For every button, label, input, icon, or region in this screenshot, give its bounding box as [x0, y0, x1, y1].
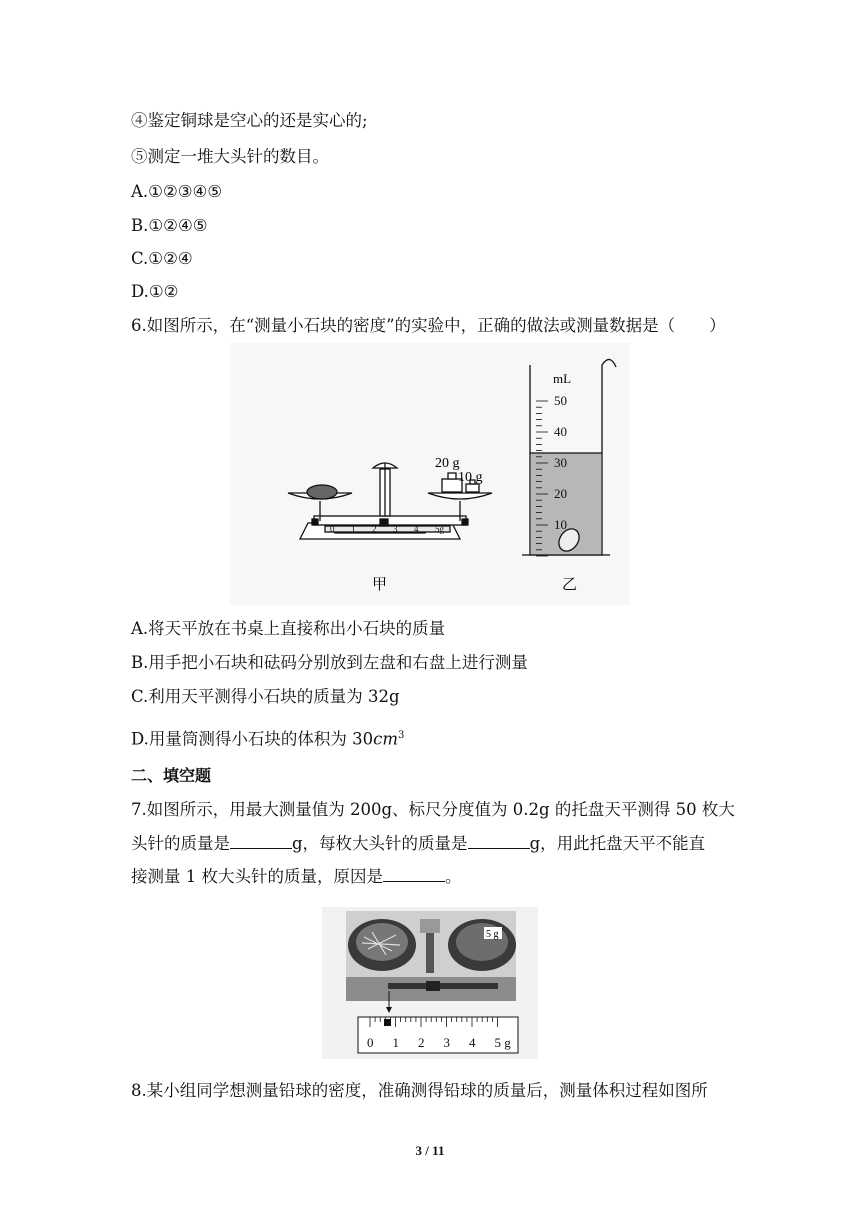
- q7-text-c: g，用此托盘天平不能直: [529, 834, 706, 853]
- option-4-text: ④鉴定铜球是空心的还是实心的;: [131, 111, 368, 130]
- q5-choice-d: D.①②: [131, 282, 179, 301]
- weight-label-5g: 5 g: [486, 929, 499, 940]
- caption-yi: 乙: [562, 575, 578, 593]
- weight-label-20g: 20 g: [435, 456, 460, 471]
- answer-blank-2[interactable]: [468, 833, 530, 849]
- ruler-label: 4: [469, 1035, 476, 1050]
- q7-text-a: 头针的质量是: [131, 834, 230, 853]
- balance-photo: [346, 911, 516, 1013]
- q6-figure: [230, 343, 630, 605]
- q6-choice-c: C.利用天平测得小石块的质量为 32g: [131, 687, 400, 706]
- option-5-text: ⑤测定一堆大头针的数目。: [131, 147, 329, 166]
- q7-line-3: [131, 866, 462, 888]
- answer-blank-3[interactable]: [383, 866, 445, 882]
- q5-choice-c: C.①②④: [131, 249, 193, 268]
- q6-stem: [131, 315, 726, 337]
- q6-choice-a: A.将天平放在书桌上直接称出小石块的质量: [131, 619, 446, 638]
- q6-stem-text: 6.如图所示，在“测量小石块的密度”的实验中，正确的做法或测量数据是（: [131, 316, 676, 335]
- beam-scale-label: 2: [372, 524, 377, 534]
- cylinder-label: 40: [554, 424, 567, 439]
- cylinder-label: 30: [554, 455, 567, 470]
- q7-line-2: [131, 833, 705, 855]
- q8-stem: 8.某小组同学想测量铅球的密度，准确测得铅球的质量后，测量体积过程如图所: [131, 1081, 708, 1100]
- q7-text-e: 。: [445, 867, 462, 886]
- q6-stem-close: ）: [709, 316, 726, 335]
- beam-scale-label: 5g: [435, 524, 444, 534]
- page-number: 3 / 11: [415, 1143, 445, 1158]
- q7-text-d: 接测量 1 枚大头针的质量，原因是: [131, 867, 383, 886]
- weight-label-10g: 10 g: [458, 470, 483, 485]
- answer-blank-1[interactable]: [230, 833, 292, 849]
- q6d-text: D.用量筒测得小石块的体积为 30: [131, 729, 374, 749]
- ruler-label: 0: [367, 1035, 374, 1050]
- rider: [384, 1019, 391, 1026]
- section-heading-fill-in: 二、填空题: [131, 766, 212, 785]
- beam-scale-label: 0: [330, 524, 335, 534]
- q5-choice-b: B.①②④⑤: [131, 216, 208, 235]
- cylinder-label: 50: [554, 393, 567, 408]
- q6-choice-d: [131, 725, 404, 751]
- q6d-exponent: 3: [398, 730, 405, 741]
- ruler-label: 3: [443, 1035, 450, 1050]
- beam-scale-label: 3: [393, 524, 398, 534]
- cylinder-label: 10: [554, 517, 567, 532]
- beam-scale-label: 4: [414, 524, 419, 534]
- cylinder-unit: mL: [553, 371, 572, 386]
- ruler-label: 2: [418, 1035, 425, 1050]
- beam-scale-label: 1: [351, 524, 356, 534]
- q6d-unit: cm: [373, 729, 399, 749]
- ruler-label: 5 g: [494, 1035, 511, 1050]
- q7-line-1: 7.如图所示，用最大测量值为 200g、标尺分度值为 0.2g 的托盘天平测得 50 枚大: [131, 800, 735, 819]
- q6-choice-b: B.用手把小石块和砝码分别放到左盘和右盘上进行测量: [131, 653, 528, 672]
- q5-choice-a: A.①②③④⑤: [131, 182, 223, 201]
- q7-text-b: g，每枚大头针的质量是: [292, 834, 468, 853]
- caption-jia: 甲: [372, 575, 388, 593]
- cylinder-label: 20: [554, 486, 567, 501]
- q7-figure: [322, 907, 538, 1059]
- ruler-label: 1: [392, 1035, 399, 1050]
